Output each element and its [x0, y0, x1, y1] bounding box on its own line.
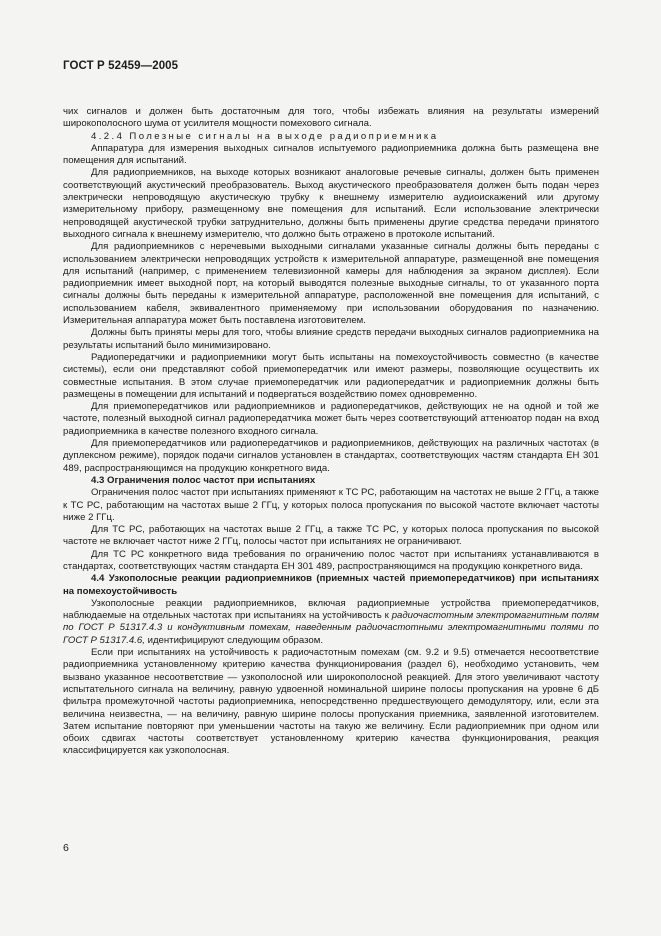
paragraph: Для приемопередатчиков или радиоприемников и радиопередатчиков, действующих не на одной и той же частоте, полезный выходной сигнал радиопередатчика может быть через соответствующий аттенюатор подан на вход радиоприемника в качестве полезного входного сигнала.: [63, 401, 599, 437]
paragraph: [63, 598, 599, 647]
paragraph: Ограничения полос частот при испытаниях применяют к ТС РС, работающим на частотах не выше 2 ГГц, а также к ТС РС, работающим на частотах выше 2 ГГц, у которых полоса пропускания по высокой частоте включает частоты ниже 2 ГГц.: [63, 487, 599, 523]
paragraph: Если при испытаниях на устойчивость к радиочастотным помехам (см. 9.2 и 9.5) отмечается несоответствие радиоприемника установленному критерию качества функционирования (раздел 6), необходимо установить, чем вызвано указанное несоответствие — узкополосной или широкополосной реакцией. Для этого увеличивают частоту испытательного сигнала на величину, равную удвоенной номинальной ширине полосы пропускания на уровне 6 дБ фильтра промежуточной частоты радиоприемника, непосредственно предшествующего демодулятору, или, если эта величина неизвестна, — на величину, равную ширине полосы пропускания приемника, заявленной изготовителем. Затем испытание повторяют при уменьшении частоты на такую же величину. Если радиоприемник при одном или обоих сдвигах частоты соответствует установленному критерию качества функционирования, реакция классифицируется как узкополосная.: [63, 647, 599, 757]
paragraph: чих сигналов и должен быть достаточным для того, чтобы избежать влияния на результаты измерений широкополосного шума от усилителя мощности помехового сигнала.: [63, 106, 599, 130]
paragraph: Для радиоприемников, на выходе которых возникают аналоговые речевые сигналы, должен быть применен соответствующий акустический преобразователь. Выход акустического преобразователя должен быть подан через электрически непроводящую акустическую трубку к внешнему измерителю аудиоискажений или другому измерительному прибору, размещенному вне помещения для испытаний. Если использование электрически непроводящей акустической трубки затруднительно, должны быть применены другие средства передачи принятого выходного сигнала к внешнему измерителю, что должно быть отражено в протоколе испытаний.: [63, 167, 599, 240]
paragraph: Радиопередатчики и радиоприемники могут быть испытаны на помехоустойчивость совместно (в качестве системы), если они представляют собой приемопередатчик или имеют размеры, позволяющие осуществить их совместные испытания. В этом случае приемопередатчик или радиопередатчик и радиоприемник должны быть размещены в помещении для испытаний и подвергаться воздействию помех одновременно.: [63, 351, 599, 400]
paragraph: Для ТС РС конкретного вида требования по ограничению полос частот при испытаниях устанавливаются в стандартах, соответствующих частям стандарта ЕН 301 489, распространяющимся на продукцию конкретного вида.: [63, 548, 599, 572]
paragraph: Для приемопередатчиков или радиопередатчиков и радиоприемников, действующих на различных частотах (в дуплексном режиме), порядок подачи сигналов установлен в стандартах, соответствующих частям стандарта ЕН 301 489, распространяющимся на продукцию конкретного вида.: [63, 438, 599, 474]
paragraph: Должны быть приняты меры для того, чтобы влияние средств передачи выходных сигналов радиоприемника на результаты испытаний было минимизировано.: [63, 327, 599, 351]
paragraph-italic-text: радиочастотным электромагнитным полям по ГОСТ Р 51317.4.3 и кондуктивным помехам, наведенным радиочастотными электромагнитными полями по ГОСТ Р 51317.4.6,: [63, 610, 599, 646]
section-heading-4-3: 4.3 Ограничения полос частот при испытаниях: [91, 474, 316, 486]
section-heading-4-4: 4.4 Узкополосные реакции радиоприемников (приемных частей приемопередатчиков) при испытаниях на помехоустойчивость: [63, 573, 599, 597]
page-number: 6: [63, 842, 69, 854]
document-body: [63, 106, 599, 758]
paragraph: Для ТС РС, работающих на частотах выше 2 ГГц, а также ТС РС, у которых полоса пропускания по высокой частоте не включает частот ниже 2 ГГц, полосы частот при испытаниях не ограничивают.: [63, 524, 599, 548]
document-header: ГОСТ Р 52459—2005: [63, 60, 179, 72]
paragraph-text: Узкополосные реакции радиоприемников, включая радиоприемные устройства приемопередатчиков, наблюдаемые на отдельных частотах при испытаниях на устойчивость к: [63, 597, 599, 622]
paragraph: Аппаратура для измерения выходных сигналов испытуемого радиоприемника должна быть размещена вне помещения для испытаний.: [63, 142, 599, 167]
section-heading-4-2-4: 4.2.4 Полезные сигналы на выходе радиоприемника: [91, 130, 439, 142]
paragraph: Для радиоприемников с неречевыми выходными сигналами указанные сигналы должны быть переданы с использованием электрически непроводящих устройств к измерительной аппаратуре, размещенной вне помещения для испытаний (например, с применением телевизионной камеры для наблюдения за экраном дисплея). Если радиоприемник имеет выходной порт, на который выводятся полезные выходные сигналы, то от указанного порта сигналы должны быть переданы к измерительной аппаратуре, расположенной вне помещения для испытаний, с использованием кабеля, эквивалентного применяемому при использовании оборудования по назначению. Измерительная аппаратура может быть поставлена изготовителем.: [63, 241, 599, 327]
paragraph-text-after: идентифицируют следующим образом.: [144, 634, 324, 646]
